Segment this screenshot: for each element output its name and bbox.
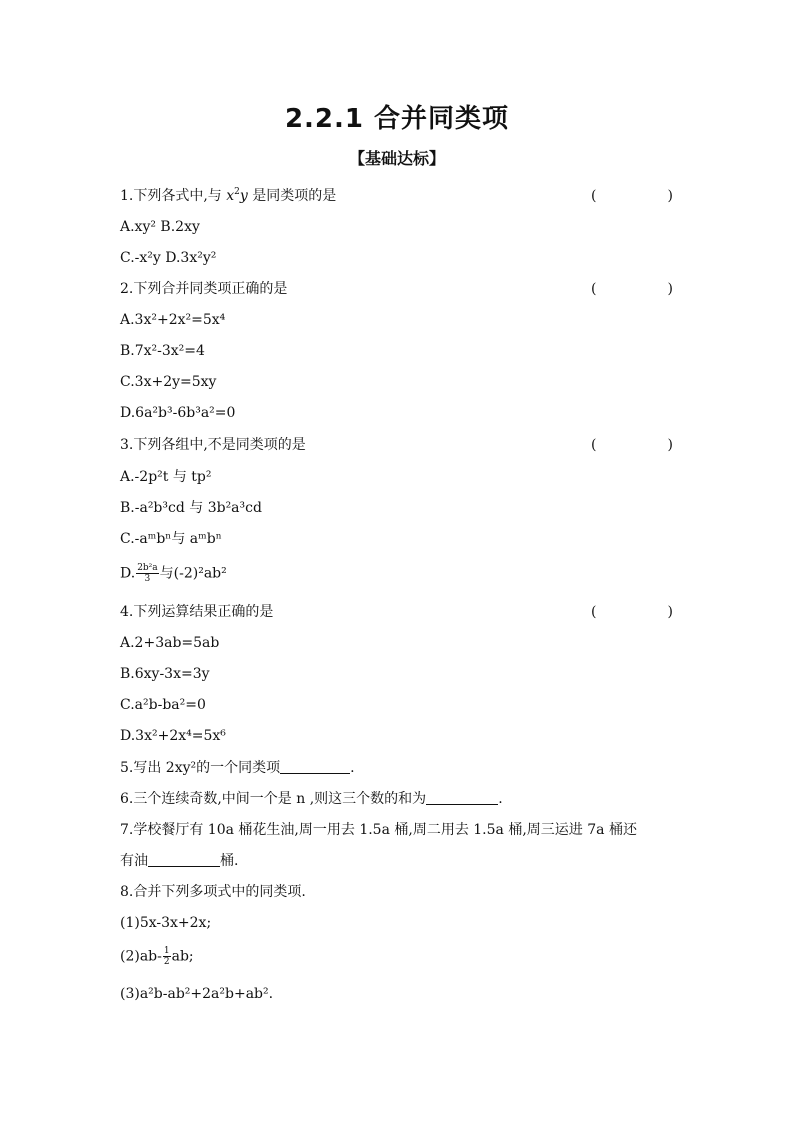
question-8-part-3: (3)a²b-ab²+2a²b+ab².: [120, 986, 274, 1002]
answer-blank-6[interactable]: [426, 790, 498, 805]
question-2-stem: 2.下列合并同类项正确的是: [120, 281, 288, 297]
question-8-part-1: (1)5x-3x+2x;: [120, 915, 212, 931]
answer-bracket-3[interactable]: ( ): [591, 437, 673, 453]
question-1-options-ab: A.xy² B.2xy: [120, 219, 200, 235]
question-8-stem: 8.合并下列多项式中的同类项.: [120, 884, 306, 900]
answer-bracket-1[interactable]: ( ): [591, 188, 673, 204]
page-title: 2.2.1 合并同类项: [284, 104, 510, 134]
answer-bracket-2[interactable]: ( ): [591, 281, 673, 297]
question-1-options-cd: C.-x²y D.3x²y²: [120, 250, 217, 266]
question-7-line-1: 7.学校餐厅有 10a 桶花生油,周一用去 1.5a 桶,周二用去 1.5a 桶,周三运进 7a 桶还: [120, 822, 637, 838]
question-2-option-a: A.3x²+2x²=5x⁴: [120, 312, 226, 328]
fraction: $\frac{1}{2}$: [163, 946, 170, 967]
question-2-option-c: C.3x+2y=5xy: [120, 374, 217, 390]
question-4-stem: 4.下列运算结果正确的是: [120, 604, 274, 620]
answer-blank-5[interactable]: [280, 759, 350, 774]
question-1-stem: 1.下列各式中,与 $x^2y$ 是同类项的是: [120, 187, 337, 204]
question-3-option-c: C.-aᵐbⁿ与 aᵐbⁿ: [120, 531, 222, 547]
section-heading: 【基础达标】: [348, 149, 445, 168]
question-4-option-a: A.2+3ab=5ab: [120, 635, 220, 651]
question-8-part-2: (2)ab- $\frac{1}{2}$ ab;: [120, 946, 194, 967]
question-4-option-b: B.6xy-3x=3y: [120, 666, 210, 682]
question-3-stem: 3.下列各组中,不是同类项的是: [120, 437, 306, 453]
question-4-option-c: C.a²b-ba²=0: [120, 697, 206, 713]
answer-bracket-4[interactable]: ( ): [591, 604, 673, 620]
question-6: 6.三个连续奇数,中间一个是 n ,则这三个数的和为 .: [120, 791, 503, 807]
question-2-option-b: B.7x²-3x²=4: [120, 343, 205, 359]
question-7-line-2: 有油 桶.: [120, 853, 239, 869]
question-5: 5.写出 2xy²的一个同类项 .: [120, 760, 355, 776]
fraction: $\frac{\text{2b²a}}{3}$: [137, 563, 158, 584]
question-3-option-a: A.-2p²t 与 tp²: [120, 469, 212, 485]
question-3-option-d: D. $\frac{\text{2b²a}}{3}$ 与(-2)²ab²: [120, 563, 227, 584]
question-2-option-d: D.6a²b³-6b³a²=0: [120, 405, 236, 421]
question-4-option-d: D.3x²+2x⁴=5x⁶: [120, 728, 226, 744]
answer-blank-7[interactable]: [148, 852, 220, 867]
question-3-option-b: B.-a²b³cd 与 3b²a³cd: [120, 500, 262, 516]
